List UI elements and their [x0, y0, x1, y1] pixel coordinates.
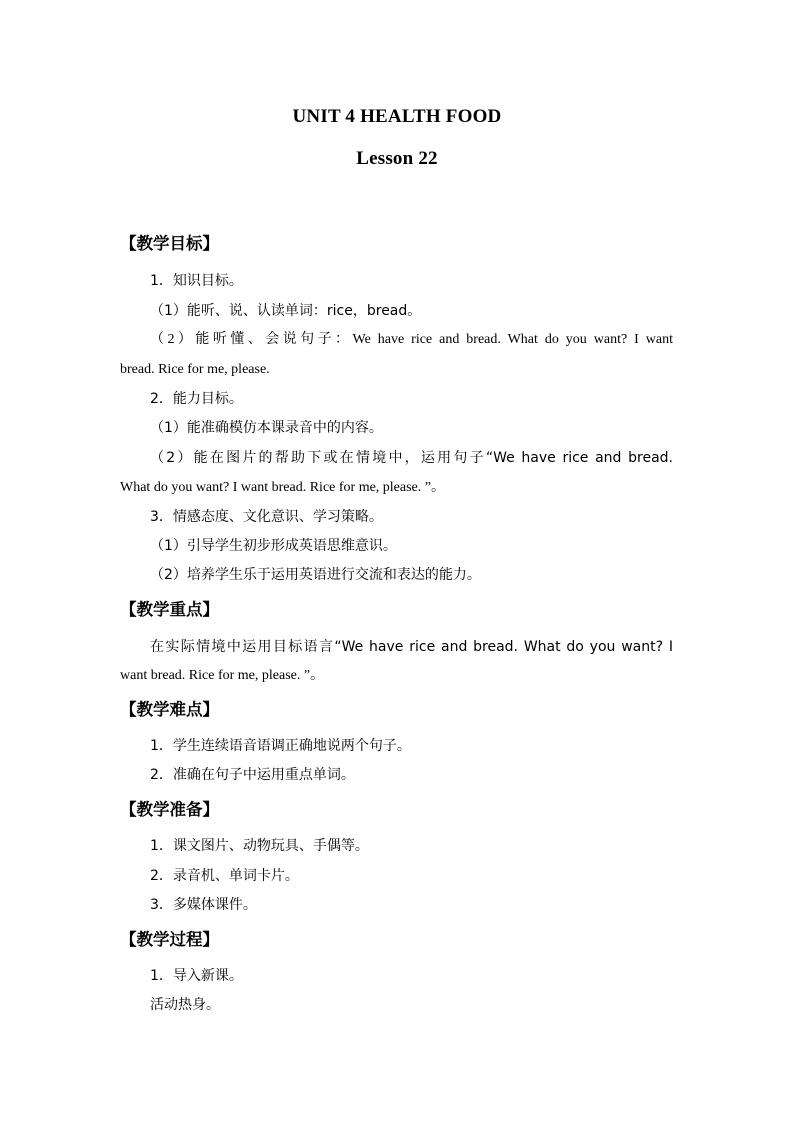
objectives-line: bread. Rice for me, please. [120, 362, 270, 377]
process-line: 1．导入新课。 [150, 968, 243, 984]
objectives-line: （1）能准确模仿本课录音中的内容。 [150, 420, 383, 436]
difficulties-line: 2．准确在句子中运用重点单词。 [150, 767, 355, 783]
section-heading-key-points: 【教学重点】 [120, 600, 219, 619]
section-heading-difficulties: 【教学难点】 [120, 700, 219, 719]
objectives-line: （2）培养学生乐于运用英语进行交流和表达的能力。 [150, 567, 481, 583]
section-heading-objectives: 【教学目标】 [120, 234, 219, 253]
objectives-line: What do you want? I want bread. Rice for me, please. ”。 [120, 480, 445, 495]
objectives-line: （1）引导学生初步形成英语思维意识。 [150, 538, 397, 554]
section-heading-preparation: 【教学准备】 [120, 800, 219, 819]
key-points-line: want bread. Rice for me, please. ”。 [120, 668, 325, 683]
objectives-line: （2）能听懂、会说句子：We have rice and bread. What do you want? I want [150, 332, 673, 347]
objectives-line: 1．知识目标。 [150, 273, 243, 289]
objectives-line: 2．能力目标。 [150, 391, 243, 407]
document-title: UNIT 4 HEALTH FOOD [292, 106, 502, 127]
key-points-line: 在实际情境中运用目标语言“We have rice and bread. What do you want? I [150, 639, 673, 655]
preparation-line: 1．课文图片、动物玩具、手偶等。 [150, 838, 369, 854]
preparation-line: 3．多媒体课件。 [150, 897, 257, 913]
preparation-line: 2．录音机、单词卡片。 [150, 868, 299, 884]
section-heading-process: 【教学过程】 [120, 930, 219, 949]
objectives-line: 3．情感态度、文化意识、学习策略。 [150, 509, 383, 525]
objectives-line: （2）能在图片的帮助下或在情境中，运用句子“We have rice and bread. [150, 450, 673, 466]
document-subtitle: Lesson 22 [356, 148, 438, 169]
process-line: 活动热身。 [150, 997, 220, 1013]
difficulties-line: 1．学生连续语音语调正确地说两个句子。 [150, 738, 411, 754]
objectives-line: （1）能听、说、认读单词：rice，bread。 [150, 303, 422, 319]
